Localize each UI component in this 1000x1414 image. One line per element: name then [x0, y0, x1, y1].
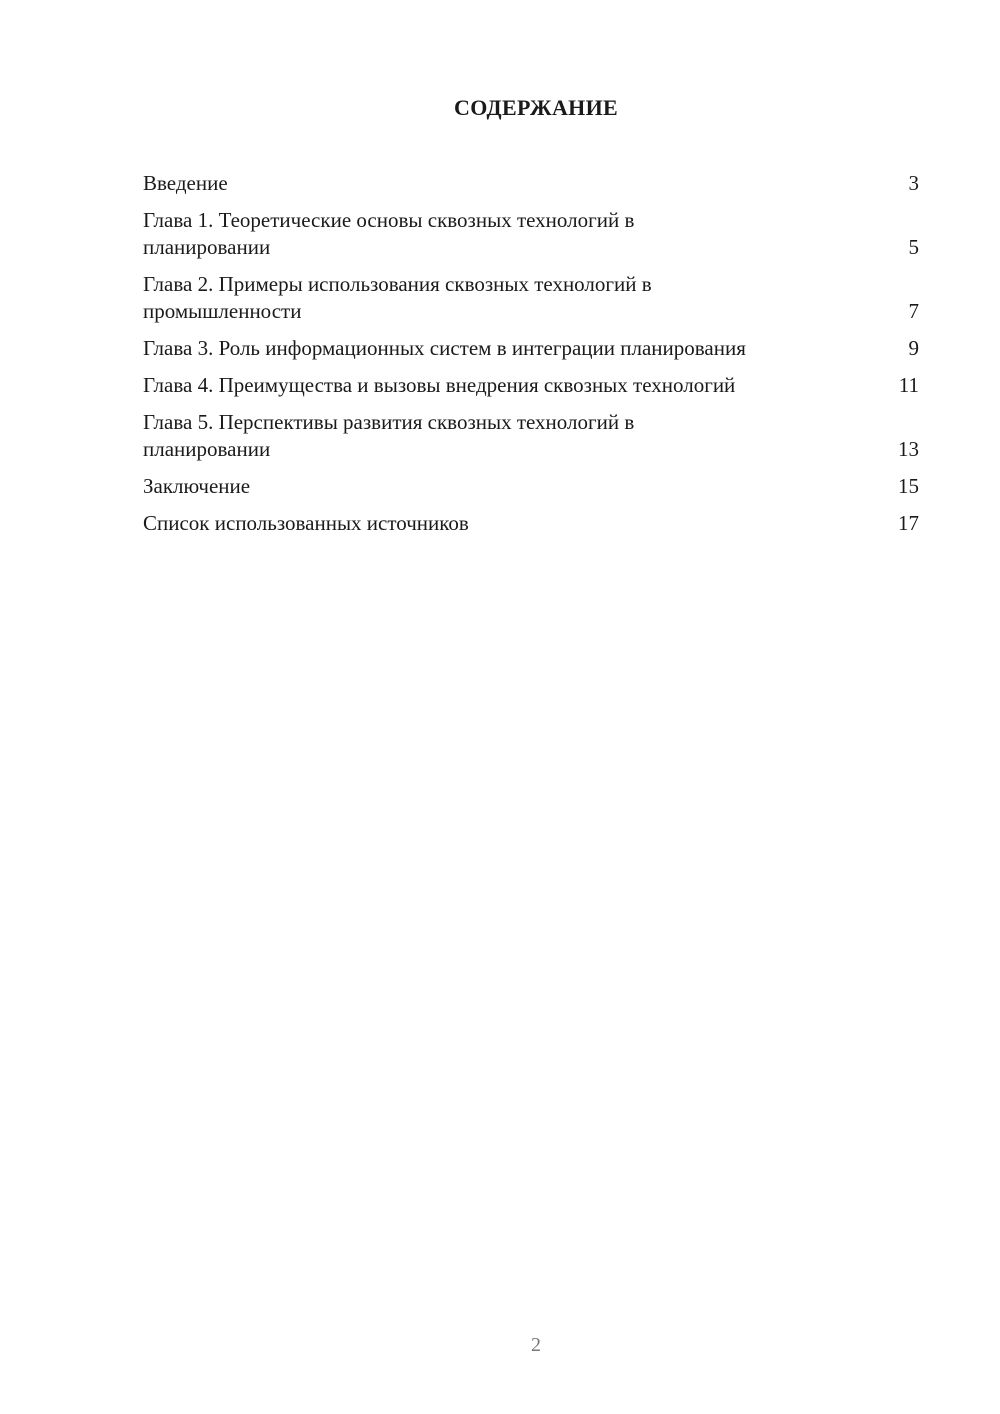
toc-entry-page: 5	[908, 235, 919, 259]
toc-entry-introduction[interactable]	[143, 170, 919, 197]
toc-entry-references[interactable]	[143, 510, 919, 537]
toc-entry-chapter-3[interactable]	[143, 335, 919, 362]
toc-entry-text: Глава 4. Преимущества и вызовы внедрения сквозных технологий	[143, 373, 736, 397]
toc-entry-page: 7	[908, 299, 919, 323]
toc-entry-text: Глава 5. Перспективы развития сквозных технологий в планировании	[143, 410, 635, 461]
toc-entry-conclusion[interactable]	[143, 473, 919, 500]
toc-entry-text: Заключение	[143, 474, 251, 498]
toc-entry-text: Глава 3. Роль информационных систем в интеграции планирования	[143, 336, 746, 360]
toc-entry-chapter-2[interactable]	[143, 271, 919, 325]
toc-entry-page: 3	[908, 171, 919, 195]
toc-entry-page: 17	[898, 511, 919, 535]
toc-entry-chapter-5[interactable]	[143, 409, 919, 463]
toc-entry-text: Глава 2. Примеры использования сквозных технологий в промышленности	[143, 272, 652, 323]
toc-entry-chapter-4[interactable]	[143, 372, 919, 399]
page-number: 2	[531, 1334, 541, 1356]
toc-entry-text: Глава 1. Теоретические основы сквозных технологий в планировании	[143, 208, 635, 259]
toc-entry-page: 15	[898, 474, 919, 498]
page-title: СОДЕРЖАНИЕ	[454, 95, 618, 120]
table-of-contents	[143, 170, 919, 547]
toc-entry-text: Список использованных источников	[143, 511, 469, 535]
toc-entry-text: Введение	[143, 171, 228, 195]
toc-entry-page: 9	[908, 336, 919, 360]
toc-entry-page: 13	[898, 437, 919, 461]
toc-entry-chapter-1[interactable]	[143, 207, 919, 261]
toc-entry-page: 11	[898, 373, 919, 397]
